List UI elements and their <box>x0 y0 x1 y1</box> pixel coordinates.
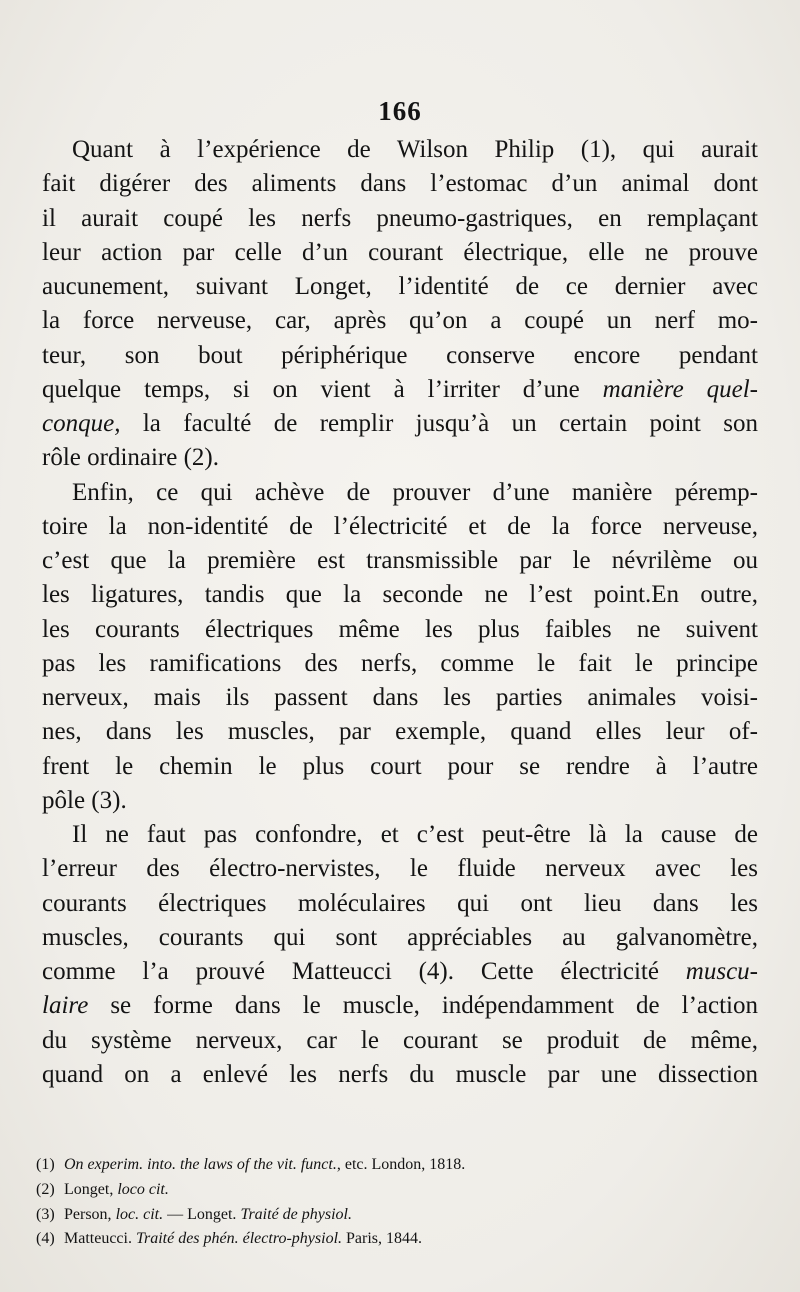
text-line: Quant à l’expérience de Wilson Philip (1), qui aurait <box>72 136 758 163</box>
body-text <box>42 133 758 1092</box>
text-line: c’est que la première est transmissible par le névrilème ou <box>42 547 758 574</box>
text-line: frent le chemin le plus court pour se rendre à l’autre <box>42 752 758 780</box>
text-line: nes, dans les muscles, par exemple, quand elles leur of- <box>42 718 758 746</box>
text-line: la force nerveuse, car, après qu’on a coupé un nerf mo- <box>42 307 758 335</box>
text-line: Il ne faut pas confondre, et c’est peut-être là la cause de <box>72 821 758 848</box>
footnote: (3) Person, loc. cit. — Longet. Traité de physiol. <box>36 1203 756 1228</box>
footnote-number: (1) <box>36 1156 55 1173</box>
footnote: (4) Matteucci. Traité des phén. électro-physiol. Paris, 1844. <box>36 1227 756 1252</box>
text-line: toire la non-identité de l’électricité et de la force nerveuse, <box>42 512 758 540</box>
text-line: rôle ordinaire (2). <box>42 444 220 472</box>
text-line: comme l’a prouvé Matteucci (4). Cette électricité muscu- <box>42 958 758 985</box>
footnote: (2) Longet, loco cit. <box>36 1178 756 1203</box>
text-line: Enfin, ce qui achève de prouver d’une manière péremp- <box>72 478 758 506</box>
footnote-number: (4) <box>36 1230 55 1248</box>
text-line: muscles, courants qui sont appréciables au galvanomètre, <box>42 923 758 951</box>
page-number: 166 <box>378 96 422 126</box>
text-line: laire se forme dans le muscle, indépendamment de l’action <box>42 992 758 1020</box>
footnote-number: (2) <box>36 1180 55 1198</box>
text-line: pôle (3). <box>42 786 127 814</box>
text-line: il aurait coupé les nerfs pneumo-gastriques, en remplaçant <box>42 204 758 232</box>
text-line: teur, son bout périphérique conserve encore pendant <box>42 341 758 369</box>
text-line: les ligatures, tandis que la seconde ne l’est point.En outre, <box>42 581 758 609</box>
text-line: conque, la faculté de remplir jusqu’à un certain point son <box>42 410 758 437</box>
text-line: les courants électriques même les plus faibles ne suivent <box>42 615 758 643</box>
text-line: fait digérer des aliments dans l’estomac d’un animal dont <box>42 170 758 198</box>
text-line: nerveux, mais ils passent dans les parties animales voisi- <box>42 684 758 711</box>
text-line: quelque temps, si on vient à l’irriter d’une manière quel- <box>42 375 758 403</box>
footnotes <box>36 1153 756 1252</box>
footnote: (1) On experim. into. the laws of the vit. funct., etc. London, 1818. <box>36 1153 756 1178</box>
text-line: l’erreur des électro-nervistes, le fluide nerveux avec les <box>42 855 758 883</box>
text-line: leur action par celle d’un courant électrique, elle ne prouve <box>42 238 758 266</box>
text-line: courants électriques moléculaires qui ont lieu dans les <box>42 889 758 917</box>
text-line: pas les ramifications des nerfs, comme le fait le principe <box>42 649 758 677</box>
text-line: quand on a enlevé les nerfs du muscle par une dissection <box>42 1060 758 1088</box>
text-line: du système nerveux, car le courant se produit de même, <box>42 1026 758 1054</box>
text-line: aucunement, suivant Longet, l’identité de ce dernier avec <box>42 273 758 300</box>
footnote-number: (3) <box>36 1205 55 1223</box>
